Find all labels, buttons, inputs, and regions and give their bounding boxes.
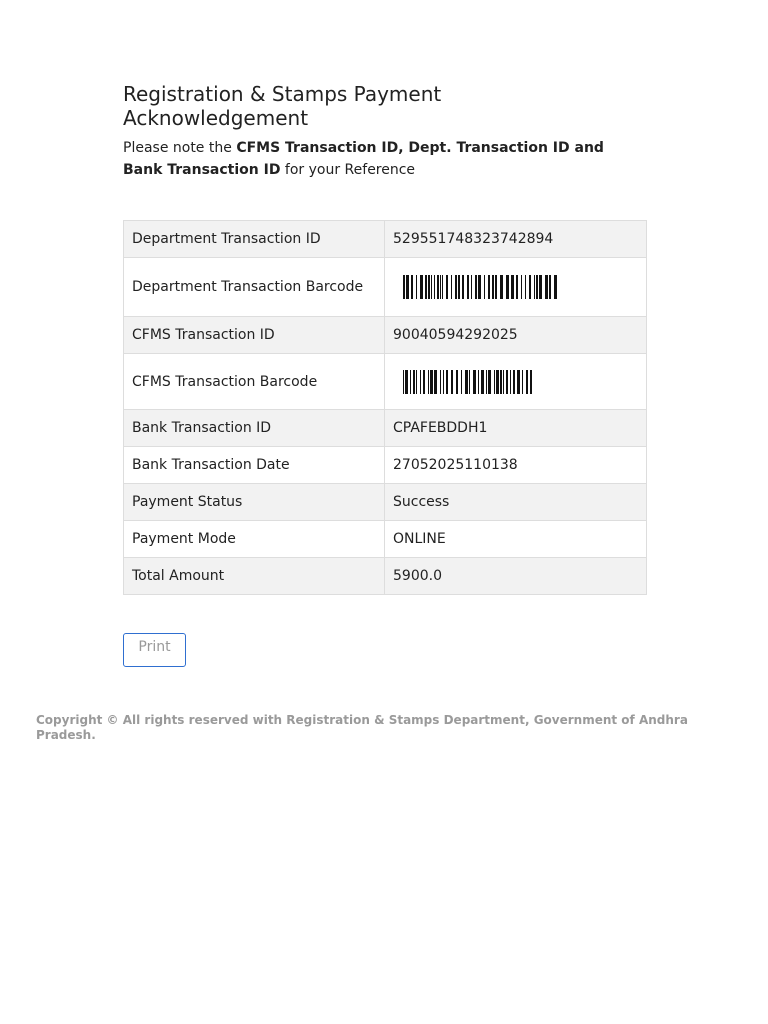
barcode-bar (434, 370, 437, 394)
barcode-bar (471, 275, 472, 299)
table-row (124, 410, 647, 447)
dept-transaction-id-label: Department Transaction ID (124, 221, 385, 258)
barcode-bar (478, 275, 481, 299)
barcode-bar (545, 275, 548, 299)
barcode-bar (488, 275, 490, 299)
barcode-bar (529, 275, 531, 299)
table-row (124, 317, 647, 354)
barcode-bar (530, 370, 532, 394)
barcode-bar (451, 370, 453, 394)
barcode-bar (469, 370, 470, 394)
note-suffix: for your Reference (280, 162, 416, 178)
cfms-transaction-barcode-label: CFMS Transaction Barcode (124, 354, 385, 410)
barcode-bar (425, 275, 427, 299)
page-title: Registration & Stamps Payment Acknowledgement (123, 82, 442, 130)
table-row (124, 258, 647, 317)
barcode-bar (416, 370, 417, 394)
barcode-bar (525, 275, 526, 299)
dept-transaction-barcode (403, 275, 563, 299)
barcode-bar (410, 370, 411, 394)
barcode-bar (534, 275, 535, 299)
barcode-bar (451, 275, 452, 299)
transaction-details-table (123, 220, 647, 595)
barcode-bar (539, 275, 542, 299)
main-content (123, 82, 647, 667)
cfms-transaction-barcode (403, 370, 537, 394)
barcode-bar (411, 275, 413, 299)
barcode-bar (428, 370, 429, 394)
barcode-bar (522, 370, 523, 394)
barcode-bar (416, 275, 417, 299)
reference-note (123, 137, 633, 181)
table-row (124, 521, 647, 558)
table-row (124, 484, 647, 521)
barcode-bar (506, 275, 509, 299)
barcode-bar (488, 370, 491, 394)
barcode-bar (428, 275, 430, 299)
barcode-bar (478, 370, 479, 394)
payment-status-label: Payment Status (124, 484, 385, 521)
barcode-bar (473, 370, 476, 394)
print-button[interactable]: Print (123, 633, 186, 667)
barcode-bar (486, 370, 487, 394)
barcode-bar (437, 275, 439, 299)
barcode-bar (462, 275, 464, 299)
barcode-bar (442, 275, 443, 299)
barcode-bar (413, 370, 415, 394)
total-amount-value: 5900.0 (385, 558, 647, 595)
note-highlight: CFMS Transaction ID, Dept. Transaction ID and Bank Transaction ID (123, 140, 604, 178)
table-row (124, 354, 647, 410)
barcode-bar (458, 275, 460, 299)
barcode-bar (513, 370, 515, 394)
barcode-bar (406, 275, 409, 299)
barcode-bar (549, 275, 551, 299)
barcode-bar (456, 370, 458, 394)
barcode-bar (496, 370, 499, 394)
payment-mode-value: ONLINE (385, 521, 647, 558)
table-row (124, 221, 647, 258)
barcode-bar (403, 275, 405, 299)
barcode-bar (526, 370, 528, 394)
barcode-bar (431, 275, 432, 299)
bank-transaction-date-value: 27052025110138 (385, 447, 647, 484)
barcode-bar (440, 370, 441, 394)
barcode-bar (506, 370, 508, 394)
bank-transaction-date-label: Bank Transaction Date (124, 447, 385, 484)
dept-transaction-barcode-label: Department Transaction Barcode (124, 258, 385, 317)
barcode-bar (517, 370, 520, 394)
barcode-bar (484, 275, 485, 299)
barcode-bar (420, 370, 421, 394)
barcode-bar (475, 275, 477, 299)
cfms-transaction-id-value: 90040594292025 (385, 317, 647, 354)
bank-transaction-id-value: CPAFEBDDH1 (385, 410, 647, 447)
bank-transaction-id-label: Bank Transaction ID (124, 410, 385, 447)
barcode-bar (492, 275, 494, 299)
total-amount-label: Total Amount (124, 558, 385, 595)
barcode-bar (446, 370, 448, 394)
barcode-bar (434, 275, 435, 299)
barcode-bar (467, 275, 469, 299)
barcode-bar (420, 275, 423, 299)
cfms-transaction-barcode-cell (385, 354, 647, 410)
cfms-transaction-id-label: CFMS Transaction ID (124, 317, 385, 354)
barcode-bar (423, 370, 425, 394)
barcode-bar (554, 275, 557, 299)
barcode-bar (521, 275, 522, 299)
barcode-bar (455, 275, 457, 299)
dept-transaction-barcode-cell (385, 258, 647, 317)
barcode-bar (465, 370, 468, 394)
note-prefix: Please note the (123, 140, 237, 156)
barcode-bar (403, 370, 404, 394)
barcode-bar (511, 275, 514, 299)
table-row (124, 447, 647, 484)
barcode-bar (503, 370, 504, 394)
barcode-bar (440, 275, 441, 299)
barcode-bar (536, 275, 538, 299)
payment-status-value: Success (385, 484, 647, 521)
copyright-footer: Copyright © All rights reserved with Registration & Stamps Department, Government of Andhra Pradesh. (36, 713, 688, 742)
barcode-bar (500, 370, 502, 394)
barcode-bar (510, 370, 511, 394)
barcode-bar (446, 275, 448, 299)
barcode-bar (500, 275, 503, 299)
barcode-bar (495, 275, 497, 299)
barcode-bar (443, 370, 444, 394)
dept-transaction-id-value: 529551748323742894 (385, 221, 647, 258)
payment-mode-label: Payment Mode (124, 521, 385, 558)
barcode-bar (405, 370, 408, 394)
barcode-bar (461, 370, 462, 394)
barcode-bar (430, 370, 433, 394)
barcode-bar (494, 370, 495, 394)
barcode-bar (481, 370, 484, 394)
barcode-bar (516, 275, 518, 299)
table-row (124, 558, 647, 595)
